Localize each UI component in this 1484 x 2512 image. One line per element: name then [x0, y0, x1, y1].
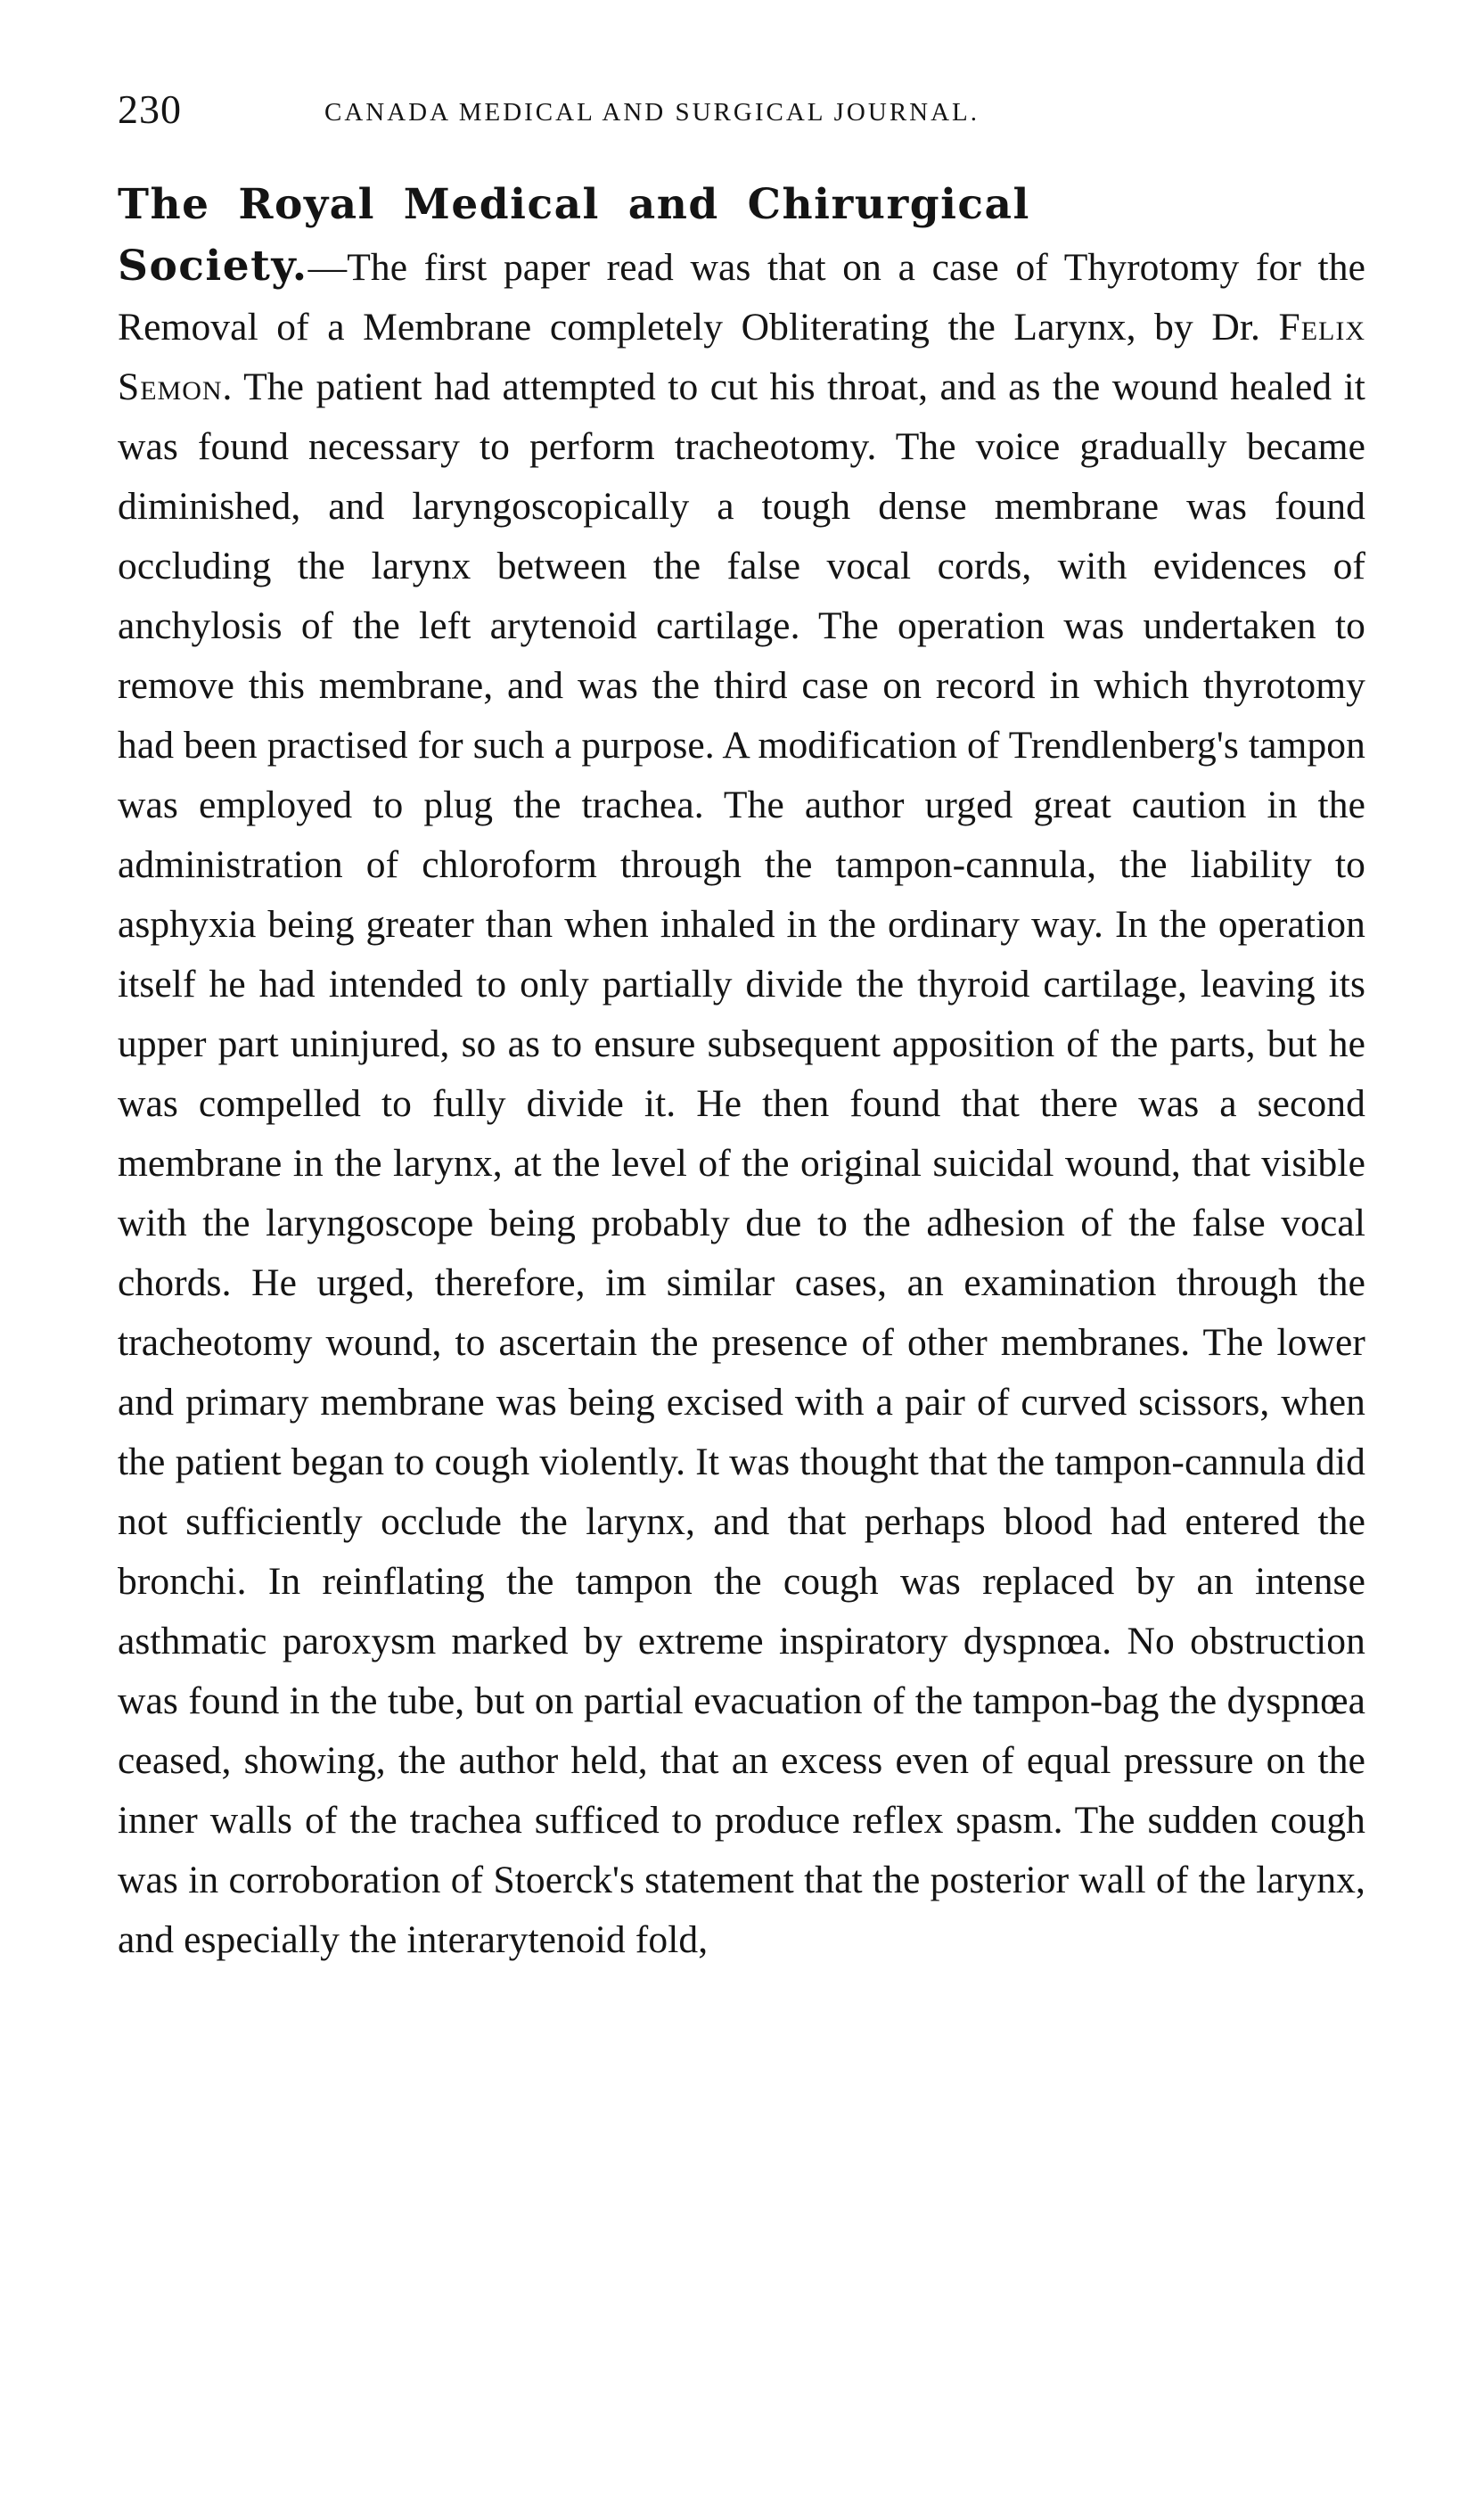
author-name: Felix Semon — [118, 306, 1365, 408]
article-heading-line2: Society. — [118, 242, 308, 291]
article-body: . The patient had attempted to cut his throat, and as the wound healed it was found necessary to perform tracheotomy. The voice gradually became diminished, and laryngoscopically a tough dense membrane was found occluding the larynx between the false vocal cords, with evidences of anchylosis of the left arytenoid cartilage. The operation was undertaken to remove this membrane, and was the third case on record in which thyrotomy had been practised for such a purpose. A modification of Trendlenberg's tampon was employed to plug the trachea. The author urged great caution in the administration of chloroform through the tampon-cannula, the liability to asphyxia being greater than when inhaled in the ordinary way. In the operation itself he had intended to only partially divide the thyroid cartilage, leaving its upper part uninjured, so as to ensure subsequent apposition of the parts, but he was compelled to fully divide it. He then found that there was a second membrane in the larynx, at the level of the original suicidal wound, that visible with the laryngoscope being probably due to the adhesion of the false vocal chords. He urged, therefore, im similar cases, an examination through the tracheotomy wound, to ascertain the presence of other membranes. The lower and primary membrane was being excised with a pair of curved scissors, when the patient began to cough violently. It was thought that the tampon-cannula did not sufficiently occlude the larynx, and that perhaps blood had entered the bronchi. In reinflating the tampon the cough was replaced by an intense asthmatic paroxysm marked by extreme inspiratory dyspnœa. No obstruction was found in the tube, but on partial evacuation of the tampon-bag the dyspnœa ceased, showing, the author held, that an excess even of equal pressure on the inner walls of the trachea sufficed to produce reflex spasm. The sudden cough was in corroboration of Stoerck's statement that the posterior wall of the larynx, and especially the interarytenoid fold, — [118, 365, 1365, 1961]
page-number: 230 — [118, 86, 182, 132]
article-heading-line1: The Royal Medical and Chirurgical — [118, 180, 1030, 229]
article-lead-in: —The first paper read was that on a case of Thyrotomy for the Removal of a Membrane completely Obliterating the Larynx, by Dr. — [118, 246, 1365, 349]
journal-title: CANADA MEDICAL AND SURGICAL JOURNAL. — [324, 98, 980, 127]
article-paragraph — [118, 175, 1365, 1970]
running-head — [118, 86, 1365, 139]
